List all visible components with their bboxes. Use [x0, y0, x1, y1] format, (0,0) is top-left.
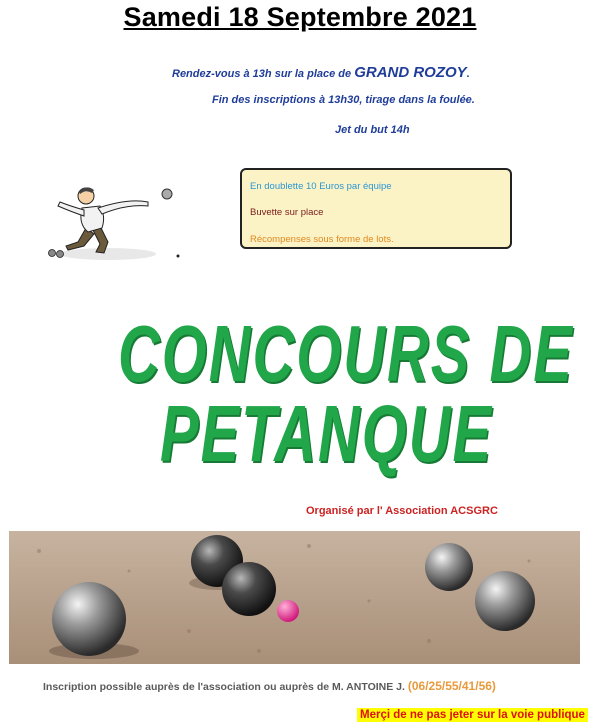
rendezvous-line	[172, 64, 470, 81]
info-buvette: Buvette sur place	[250, 207, 324, 218]
rendezvous-prefix: Rendez-vous à 13h sur la place de	[172, 68, 352, 80]
petanque-balls-photo	[9, 531, 580, 664]
info-price: En doublette 10 Euros par équipe	[250, 181, 392, 192]
rendezvous-place: GRAND ROZOY	[354, 64, 467, 81]
footer-notice: Merçi de ne pas jeter sur la voie publique	[357, 708, 588, 722]
rendezvous-suffix: .	[466, 68, 470, 80]
jet-du-but-line: Jet du but 14h	[335, 124, 410, 136]
petanque-player-illustration	[48, 180, 188, 265]
info-box	[240, 168, 512, 249]
inscriptions-end-line: Fin des inscriptions à 13h30, tirage dans la foulée.	[212, 94, 475, 106]
registration-phone: (06/25/55/41/56)	[407, 679, 496, 693]
info-rewards: Récompenses sous forme de lots.	[250, 234, 394, 245]
headline-line-2: PETANQUE	[160, 389, 494, 478]
page-title: Samedi 18 Septembre 2021	[123, 2, 477, 32]
registration-line	[43, 679, 496, 693]
organizer-line: Organisé par l' Association ACSGRC	[306, 505, 498, 517]
headline-line-1: CONCOURS DE	[118, 309, 574, 398]
registration-text: Inscription possible auprès de l'association ou auprès de M. ANTOINE J.	[43, 681, 405, 693]
